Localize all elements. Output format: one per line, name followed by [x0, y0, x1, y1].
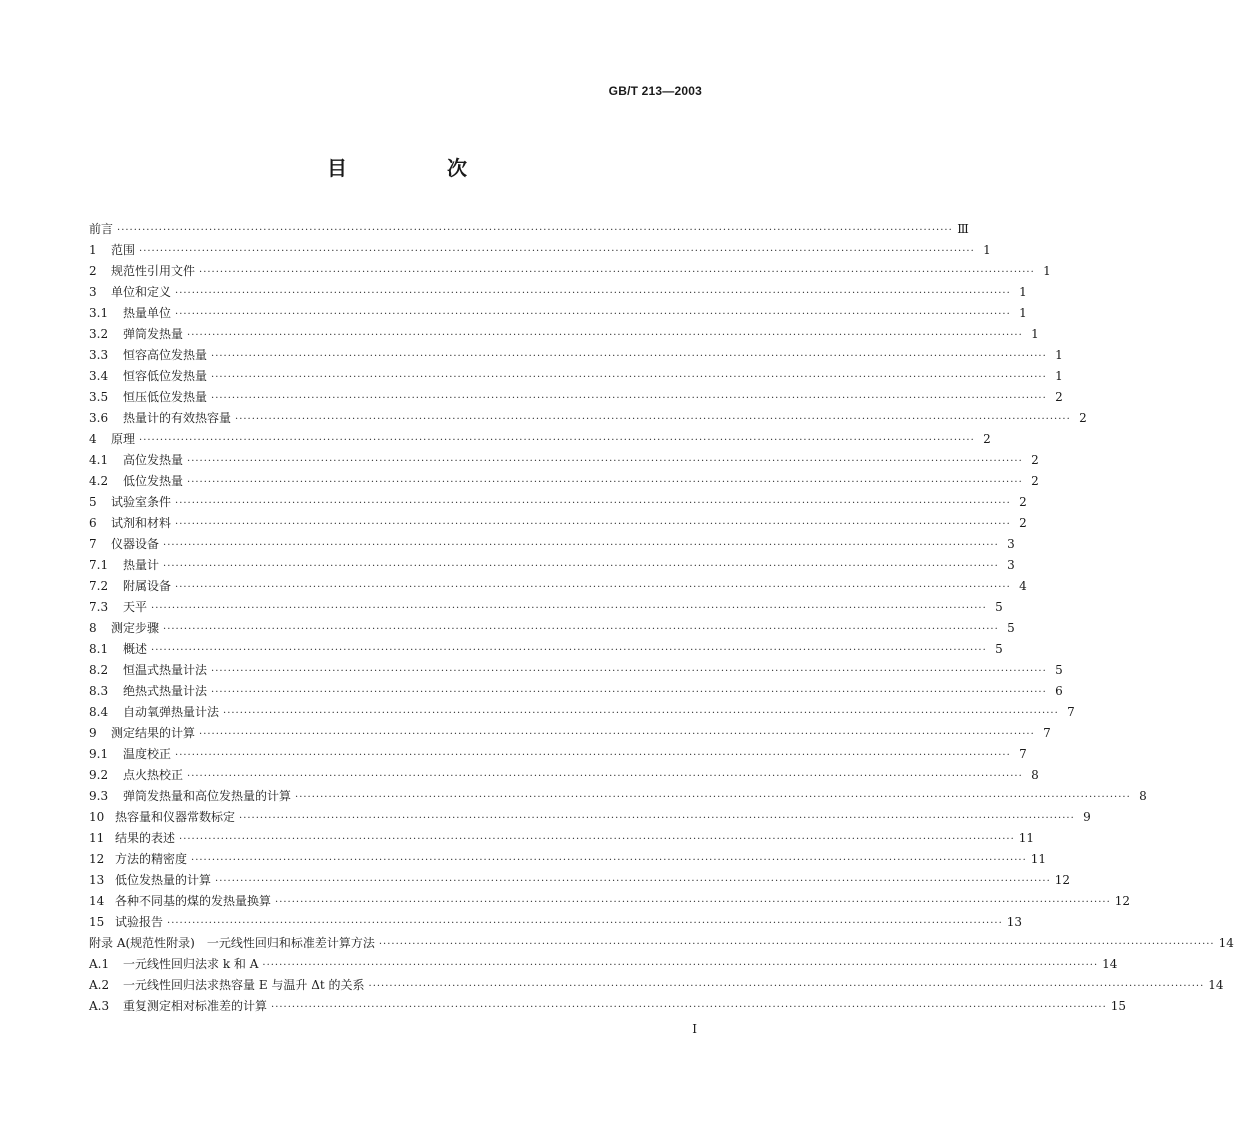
- toc-entry-title: 温度校正: [123, 747, 172, 761]
- toc-entry[interactable]: [89, 975, 1224, 996]
- dot-leader: ········································································································································································································: [175, 582, 1011, 593]
- dot-leader: ········································································································································································································: [262, 960, 1099, 971]
- toc-entry-title: 附录 A(规范性附录) 一元线性回归和标准差计算方法: [89, 936, 375, 950]
- toc-entry-number: 7.1: [89, 558, 109, 572]
- toc-entry-page: 1: [1055, 348, 1063, 362]
- toc-entry-page: 7: [1019, 747, 1027, 761]
- toc-entry-page: 11: [1030, 852, 1047, 866]
- toc-entry-number: 5: [89, 495, 97, 509]
- toc-entry-number: 6: [89, 516, 97, 530]
- toc-entry-title: 热量计: [123, 558, 160, 572]
- toc-entry-title: 弹筒发热量和高位发热量的计算: [123, 789, 292, 803]
- toc-entry-number: 12: [89, 852, 105, 866]
- toc-entry[interactable]: [89, 639, 1003, 660]
- dot-leader: ········································································································································································································: [211, 351, 1047, 362]
- toc-entry-page: 15: [1110, 999, 1127, 1013]
- toc-entry[interactable]: [89, 849, 1047, 870]
- toc-entry[interactable]: [89, 681, 1063, 702]
- toc-entry-number: A.1: [89, 957, 110, 971]
- toc-entry-number: 1: [89, 243, 97, 257]
- toc-entry-page: 4: [1019, 579, 1027, 593]
- toc-entry-title: 恒容高位发热量: [123, 348, 208, 362]
- toc-entry-page: 14: [1102, 957, 1118, 971]
- toc-entry[interactable]: [89, 828, 1035, 849]
- toc-entry-page: 8: [1139, 789, 1147, 803]
- toc-entry-title: 低位发热量: [123, 474, 184, 488]
- toc-entry-page: 5: [995, 642, 1003, 656]
- toc-entry-number: 9.3: [89, 789, 109, 803]
- toc-entry-title: 重复测定相对标准差的计算: [123, 999, 268, 1013]
- toc-entry-title: 测定步骤: [111, 621, 160, 635]
- toc-entry[interactable]: [89, 933, 1234, 954]
- toc-entry[interactable]: [89, 303, 1027, 324]
- toc-entry-page: 2: [1031, 453, 1039, 467]
- toc-entry-title: 一元线性回归法求热容量 E 与温升 Δt 的关系: [123, 978, 365, 992]
- toc-entry-number: A.2: [89, 978, 110, 992]
- toc-entry-title: 一元线性回归法求 k 和 A: [123, 957, 259, 971]
- toc-entry[interactable]: [89, 765, 1039, 786]
- toc-entry[interactable]: [89, 345, 1063, 366]
- toc-entry-number: 14: [89, 894, 105, 908]
- toc-entry-page: 1: [1055, 369, 1063, 383]
- toc-entry-title: 仪器设备: [111, 537, 160, 551]
- dot-leader: ········································································································································································································: [175, 519, 1011, 530]
- toc-entry[interactable]: [89, 429, 991, 450]
- dot-leader: ········································································································································································································: [175, 309, 1011, 320]
- toc-entry[interactable]: [89, 660, 1063, 681]
- toc-entry-title: 附属设备: [123, 579, 172, 593]
- dot-leader: ········································································································································································································: [215, 876, 1051, 887]
- toc-entry[interactable]: [89, 996, 1127, 1017]
- toc-entry-page: 14: [1208, 978, 1224, 992]
- dot-leader: ········································································································································································································: [117, 225, 953, 236]
- toc-entry-title: 方法的精密度: [115, 852, 188, 866]
- toc-entry-page: 2: [1079, 411, 1087, 425]
- toc-entry[interactable]: [89, 618, 1015, 639]
- toc-entry[interactable]: [89, 912, 1023, 933]
- toc-entry[interactable]: [89, 240, 991, 261]
- dot-leader: ········································································································································································································: [163, 540, 999, 551]
- toc-entry-page: 6: [1055, 684, 1063, 698]
- toc-entry-number: 15: [89, 915, 105, 929]
- toc-entry-number: 9: [89, 726, 97, 740]
- toc-entry-title: 试剂和材料: [111, 516, 172, 530]
- dot-leader: ········································································································································································································: [199, 267, 1035, 278]
- toc-entry-title: 热容量和仪器常数标定: [115, 810, 236, 824]
- toc-entry-page: 2: [1019, 516, 1027, 530]
- toc-entry-title: 结果的表述: [115, 831, 176, 845]
- toc-entry-page: 12: [1054, 873, 1071, 887]
- toc-entry[interactable]: [89, 576, 1027, 597]
- toc-entry-page: 2: [983, 432, 991, 446]
- dot-leader: ········································································································································································································: [187, 456, 1023, 467]
- toc-entry[interactable]: [89, 366, 1063, 387]
- toc-entry-title: 范围: [111, 243, 136, 257]
- toc-entry[interactable]: [89, 324, 1039, 345]
- page-number: I: [692, 1022, 697, 1036]
- toc-entry-number: 7.2: [89, 579, 109, 593]
- toc-entry-number: 9.2: [89, 768, 109, 782]
- toc-entry-number: 3.3: [89, 348, 109, 362]
- dot-leader: ········································································································································································································: [271, 1002, 1107, 1013]
- page-title: 目 次: [327, 156, 507, 180]
- toc-entry[interactable]: [89, 408, 1087, 429]
- dot-leader: ········································································································································································································: [211, 687, 1047, 698]
- toc-entry-number: 4.1: [89, 453, 109, 467]
- toc-entry-title: 试验报告: [115, 915, 164, 929]
- toc-entry-title: 原理: [111, 432, 136, 446]
- dot-leader: ········································································································································································································: [179, 834, 1015, 845]
- toc-entry-number: 3.5: [89, 390, 109, 404]
- toc-entry-number: 3.4: [89, 369, 109, 383]
- toc-entry-page: 5: [1007, 621, 1015, 635]
- toc-entry-number: 7: [89, 537, 97, 551]
- toc-entry-title: 自动氧弹热量计法: [123, 705, 220, 719]
- toc-entry-title: 弹筒发热量: [123, 327, 184, 341]
- toc-entry[interactable]: [89, 870, 1071, 891]
- toc-entry[interactable]: [89, 891, 1131, 912]
- toc-entry-number: A.3: [89, 999, 110, 1013]
- dot-leader: ········································································································································································································: [167, 918, 1003, 929]
- dot-leader: ········································································································································································································: [187, 771, 1023, 782]
- toc-entry[interactable]: [89, 513, 1027, 534]
- dot-leader: ········································································································································································································: [175, 288, 1011, 299]
- dot-leader: ········································································································································································································: [187, 477, 1023, 488]
- toc-entry-title: 天平: [123, 600, 148, 614]
- toc-entry-number: 3.6: [89, 411, 109, 425]
- toc-entry-title: 恒压低位发热量: [123, 390, 208, 404]
- toc-entry[interactable]: [89, 723, 1051, 744]
- toc-entry-page: 7: [1067, 705, 1075, 719]
- toc-entry-title: 低位发热量的计算: [115, 873, 212, 887]
- toc-entry-page: 13: [1006, 915, 1023, 929]
- toc-entry-number: 10: [89, 810, 105, 824]
- toc-entry-page: 1: [1019, 306, 1027, 320]
- toc-entry-page: 1: [1019, 285, 1027, 299]
- toc-entry-number: 3: [89, 285, 97, 299]
- dot-leader: ········································································································································································································: [139, 435, 975, 446]
- toc-entry-page: 1: [1043, 264, 1051, 278]
- toc-entry[interactable]: [89, 954, 1118, 975]
- dot-leader: ········································································································································································································: [139, 246, 975, 257]
- toc-entry-number: 8.2: [89, 663, 109, 677]
- toc-entry-page: 3: [1007, 537, 1015, 551]
- toc-entry-page: 8: [1031, 768, 1039, 782]
- toc-entry[interactable]: [89, 555, 1015, 576]
- toc-entry-page: 12: [1114, 894, 1131, 908]
- toc-entry-number: 9.1: [89, 747, 109, 761]
- toc-entry-title: 单位和定义: [111, 285, 172, 299]
- toc-entry[interactable]: [89, 807, 1091, 828]
- toc-entry[interactable]: [89, 702, 1075, 723]
- toc-entry[interactable]: [89, 471, 1039, 492]
- toc-entry-number: 13: [89, 873, 105, 887]
- toc-entry-title: 各种不同基的煤的发热量换算: [115, 894, 272, 908]
- table-of-contents: [89, 219, 1234, 1017]
- toc-entry-title: 点火热校正: [123, 768, 184, 782]
- toc-entry-title: 热量计的有效热容量: [123, 411, 232, 425]
- toc-entry-page: 3: [1007, 558, 1015, 572]
- toc-entry-title: 测定结果的计算: [111, 726, 196, 740]
- dot-leader: ········································································································································································································: [175, 498, 1011, 509]
- toc-entry[interactable]: [89, 282, 1027, 303]
- standard-code: GB/T 213—2003: [608, 84, 702, 98]
- dot-leader: ········································································································································································································: [211, 372, 1047, 383]
- dot-leader: ········································································································································································································: [223, 708, 1059, 719]
- dot-leader: ········································································································································································································: [187, 330, 1023, 341]
- toc-entry-title: 恒容低位发热量: [123, 369, 208, 383]
- dot-leader: ········································································································································································································: [151, 645, 987, 656]
- toc-entry-number: 8.3: [89, 684, 109, 698]
- toc-entry-page: 2: [1055, 390, 1063, 404]
- toc-entry-number: 4.2: [89, 474, 109, 488]
- toc-entry-number: 8.1: [89, 642, 109, 656]
- toc-entry-title: 绝热式热量计法: [123, 684, 208, 698]
- toc-entry-title: 高位发热量: [123, 453, 184, 467]
- toc-entry-number: 7.3: [89, 600, 109, 614]
- toc-entry-page: 1: [983, 243, 991, 257]
- toc-entry-title: 热量单位: [123, 306, 172, 320]
- toc-entry[interactable]: [89, 261, 1051, 282]
- dot-leader: ········································································································································································································: [368, 981, 1205, 992]
- toc-entry-page: 11: [1018, 831, 1035, 845]
- toc-entry-number: 2: [89, 264, 97, 278]
- dot-leader: ········································································································································································································: [275, 897, 1111, 908]
- toc-entry-page: 2: [1019, 495, 1027, 509]
- toc-entry[interactable]: [89, 534, 1015, 555]
- dot-leader: ········································································································································································································: [191, 855, 1027, 866]
- toc-entry-page: 5: [1055, 663, 1063, 677]
- toc-entry[interactable]: [89, 387, 1063, 408]
- toc-entry-number: 3.2: [89, 327, 109, 341]
- toc-entry[interactable]: [89, 219, 969, 240]
- toc-entry-page: 14: [1218, 936, 1234, 950]
- toc-entry-page: 9: [1083, 810, 1091, 824]
- dot-leader: ········································································································································································································: [211, 393, 1047, 404]
- toc-entry[interactable]: [89, 597, 1003, 618]
- toc-entry-title: 恒温式热量计法: [123, 663, 208, 677]
- toc-entry-number: 11: [89, 831, 105, 845]
- toc-entry-number: 4: [89, 432, 97, 446]
- toc-entry-title: 规范性引用文件: [111, 264, 196, 278]
- toc-entry-page: 2: [1031, 474, 1039, 488]
- dot-leader: ········································································································································································································: [235, 414, 1071, 425]
- toc-entry-page: Ⅲ: [957, 222, 969, 236]
- toc-entry-title: 试验室条件: [111, 495, 172, 509]
- toc-entry-number: 8.4: [89, 705, 109, 719]
- toc-entry-page: 5: [995, 600, 1003, 614]
- toc-entry[interactable]: [89, 786, 1147, 807]
- toc-entry-number: 8: [89, 621, 97, 635]
- dot-leader: ········································································································································································································: [175, 750, 1011, 761]
- dot-leader: ········································································································································································································: [163, 561, 999, 572]
- dot-leader: ········································································································································································································: [295, 792, 1131, 803]
- dot-leader: ········································································································································································································: [378, 939, 1215, 950]
- toc-entry-title: 前言: [89, 222, 114, 236]
- dot-leader: ········································································································································································································: [211, 666, 1047, 677]
- dot-leader: ········································································································································································································: [199, 729, 1035, 740]
- toc-entry-number: 3.1: [89, 306, 109, 320]
- dot-leader: ········································································································································································································: [239, 813, 1075, 824]
- toc-entry-page: 7: [1043, 726, 1051, 740]
- dot-leader: ········································································································································································································: [163, 624, 999, 635]
- toc-entry[interactable]: [89, 492, 1027, 513]
- toc-entry-title: 概述: [123, 642, 148, 656]
- toc-entry[interactable]: [89, 744, 1027, 765]
- toc-entry[interactable]: [89, 450, 1039, 471]
- toc-entry-page: 1: [1031, 327, 1039, 341]
- dot-leader: ········································································································································································································: [151, 603, 987, 614]
